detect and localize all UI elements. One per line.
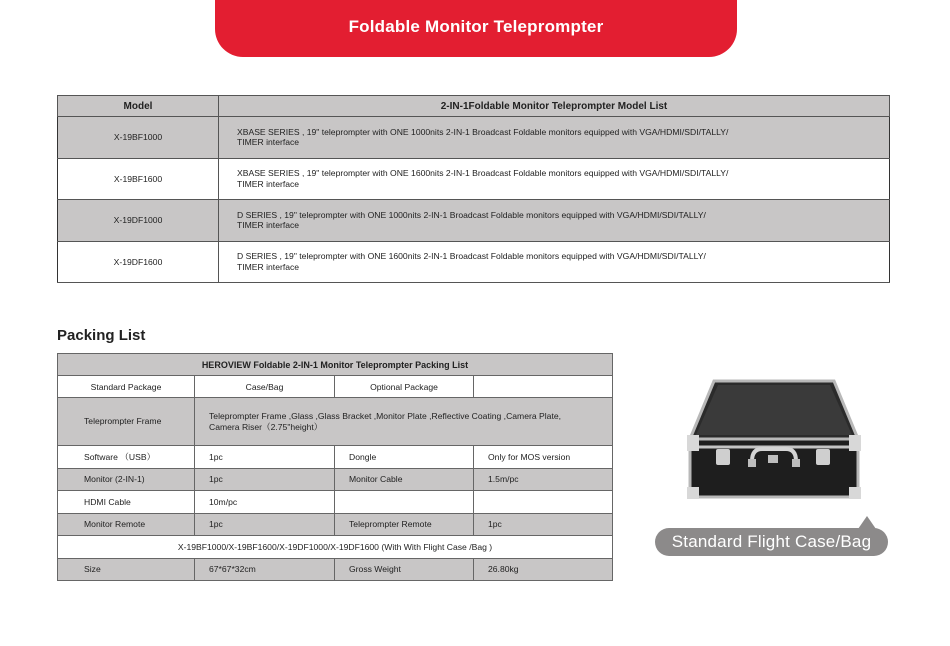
desc-line: TIMER interface <box>237 137 300 148</box>
packing-column-headers <box>58 376 613 398</box>
table-cell: Only for MOS version <box>474 446 613 469</box>
description-cell <box>219 117 890 159</box>
standard-package-header: Standard Package <box>58 376 195 398</box>
model-cell: X-19BF1600 <box>58 158 219 200</box>
model-list-table <box>57 95 890 283</box>
caption-text: Standard Flight Case/Bag <box>671 532 872 551</box>
table-row <box>58 513 613 536</box>
model-column-header: Model <box>58 96 219 117</box>
handle-mount <box>748 459 756 467</box>
table-cell: Teleprompter Remote <box>335 513 474 536</box>
table-cell: 1pc <box>195 468 335 491</box>
optional-package-header: Optional Package <box>335 376 474 398</box>
desc-line: XBASE SERIES , 19" teleprompter with ONE 1600nits 2-IN-1 Broadcast Foldable monitors equipped with VGA/HDMI/SDI/TALLY/ <box>237 168 729 179</box>
frame-contents <box>195 398 613 446</box>
table-cell: 1.5m/pc <box>474 468 613 491</box>
desc-line: TIMER interface <box>237 220 300 231</box>
empty-header <box>474 376 613 398</box>
table-row <box>58 446 613 469</box>
frame-line: Teleprompter Frame ,Glass ,Glass Bracket ,Monitor Plate ,Reflective Coating ,Camera Plate, <box>209 410 561 421</box>
frame-line: Camera Riser（2.75"height） <box>209 421 323 432</box>
case-latch <box>816 449 830 465</box>
description-cell <box>219 241 890 283</box>
header-banner <box>215 0 737 57</box>
model-table-header <box>58 96 890 117</box>
flight-case-image <box>682 375 864 505</box>
description-cell <box>219 158 890 200</box>
table-row <box>58 398 613 446</box>
handle-mount <box>792 459 800 467</box>
table-row <box>58 558 613 581</box>
table-cell: 1pc <box>195 513 335 536</box>
table-cell: Monitor Cable <box>335 468 474 491</box>
model-cell: X-19DF1000 <box>58 200 219 242</box>
table-cell: 1pc <box>195 446 335 469</box>
desc-line: TIMER interface <box>237 261 300 272</box>
packing-table-title: HEROVIEW Foldable 2-IN-1 Monitor Teleprompter Packing List <box>58 354 613 376</box>
table-cell <box>335 491 474 514</box>
table-cell: Monitor (2-IN-1) <box>58 468 195 491</box>
case-bag-header: Case/Bag <box>195 376 335 398</box>
table-cell <box>474 491 613 514</box>
table-cell: Monitor Remote <box>58 513 195 536</box>
table-cell: HDMI Cable <box>58 491 195 514</box>
model-cell: X-19DF1600 <box>58 241 219 283</box>
table-row <box>58 117 890 159</box>
packing-list-table <box>57 353 613 581</box>
desc-line: D SERIES , 19" teleprompter with ONE 1600nits 2-IN-1 Broadcast Foldable monitors equipped with VGA/HDMI/SDI/TALLY/ <box>237 251 706 262</box>
table-cell: Gross Weight <box>335 558 474 581</box>
frame-label: Teleprompter Frame <box>58 398 195 446</box>
case-latch <box>716 449 730 465</box>
description-cell <box>219 200 890 242</box>
desc-line: D SERIES , 19" teleprompter with ONE 1000nits 2-IN-1 Broadcast Foldable monitors equipped with VGA/HDMI/SDI/TALLY/ <box>237 209 706 220</box>
table-cell: Software （USB） <box>58 446 195 469</box>
models-note: X-19BF1000/X-19BF1600/X-19DF1000/X-19DF1600 (With With Flight Case /Bag ) <box>58 536 613 559</box>
description-column-header: 2-IN-1Foldable Monitor Teleprompter Model List <box>219 96 890 117</box>
table-cell: Dongle <box>335 446 474 469</box>
table-cell: 67*67*32cm <box>195 558 335 581</box>
table-row <box>58 536 613 559</box>
desc-line: TIMER interface <box>237 178 300 189</box>
caption-pill <box>655 528 888 556</box>
table-cell: 26.80kg <box>474 558 613 581</box>
table-cell: 1pc <box>474 513 613 536</box>
packing-list-heading: Packing List <box>57 327 146 344</box>
table-row <box>58 241 890 283</box>
case-lock <box>768 455 778 463</box>
model-cell: X-19BF1000 <box>58 117 219 159</box>
table-row <box>58 200 890 242</box>
table-cell: 10m/pc <box>195 491 335 514</box>
case-corner <box>849 487 861 499</box>
table-row <box>58 158 890 200</box>
table-row <box>58 468 613 491</box>
packing-table-title-row <box>58 354 613 376</box>
case-lid-panel <box>696 385 852 435</box>
case-corner <box>687 435 699 451</box>
desc-line: XBASE SERIES , 19" teleprompter with ONE 1000nits 2-IN-1 Broadcast Foldable monitors equipped with VGA/HDMI/SDI/TALLY/ <box>237 126 729 137</box>
table-row <box>58 491 613 514</box>
page-title: Foldable Monitor Teleprompter <box>348 16 604 36</box>
table-cell: Size <box>58 558 195 581</box>
case-corner <box>687 487 699 499</box>
case-corner <box>849 435 861 451</box>
